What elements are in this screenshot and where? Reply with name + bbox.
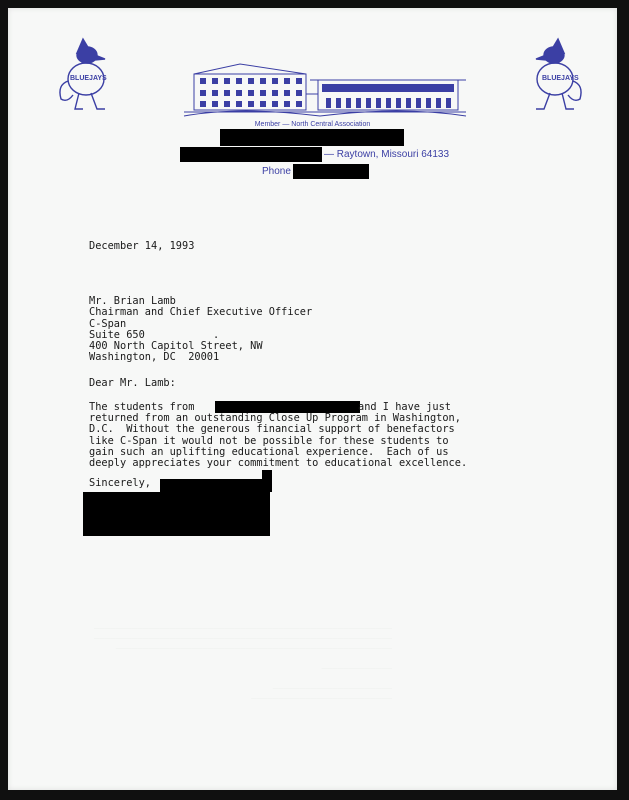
address-line: Suite 650 .	[89, 328, 220, 341]
body-line: D.C. Without the generous financial support of benefactors	[89, 423, 455, 436]
redacted-signature-block	[83, 492, 270, 536]
body-line: returned from an outstanding Close Up Program in Washington,	[89, 412, 461, 424]
address-line: Chairman and Chief Executive Officer	[89, 306, 313, 319]
svg-text:BLUEJAYS: BLUEJAYS	[70, 75, 107, 82]
svg-text:BLUEJAYS: BLUEJAYS	[542, 75, 579, 82]
bluejay-mascot-icon	[520, 35, 590, 115]
school-building-illustration	[180, 60, 470, 118]
redacted-phone-number	[293, 164, 369, 179]
bleed-through-text: _______________________________________________________ _______________________________________________________ ___________________________________________________ _____________ ______________________ __________________________	[94, 620, 393, 700]
phone-label: Phone	[262, 166, 291, 177]
salutation: Dear Mr. Lamb:	[89, 377, 176, 389]
redacted-street-address	[180, 147, 322, 162]
closing: Sincerely,	[89, 477, 151, 489]
body-line: like C-Span it would not be possible for these students to	[89, 434, 449, 447]
redacted-school-name	[220, 129, 404, 146]
letter-date: December 14, 1993	[89, 240, 195, 252]
letter-paragraph	[89, 413, 467, 469]
address-line: C-Span	[89, 317, 127, 330]
address-line: 400 North Capitol Street, NW	[89, 340, 263, 353]
address-line: Washington, DC 20001	[89, 351, 220, 364]
membership-line: Member — North Central Association	[254, 121, 371, 128]
city-state-zip: — Raytown, Missouri 64133	[324, 149, 450, 160]
body-line: The students from	[89, 401, 195, 413]
body-line: and I have just	[358, 401, 451, 413]
recipient-address	[89, 296, 312, 364]
body-line: gain such an uplifting educational experience. Each of us	[89, 445, 449, 458]
address-line: Mr. Brian Lamb	[89, 295, 176, 307]
letter-page	[8, 8, 617, 790]
bluejay-mascot-icon	[53, 35, 123, 115]
body-line: deeply appreciates your commitment to educational excellence.	[89, 457, 468, 470]
redacted-signature	[160, 479, 272, 492]
